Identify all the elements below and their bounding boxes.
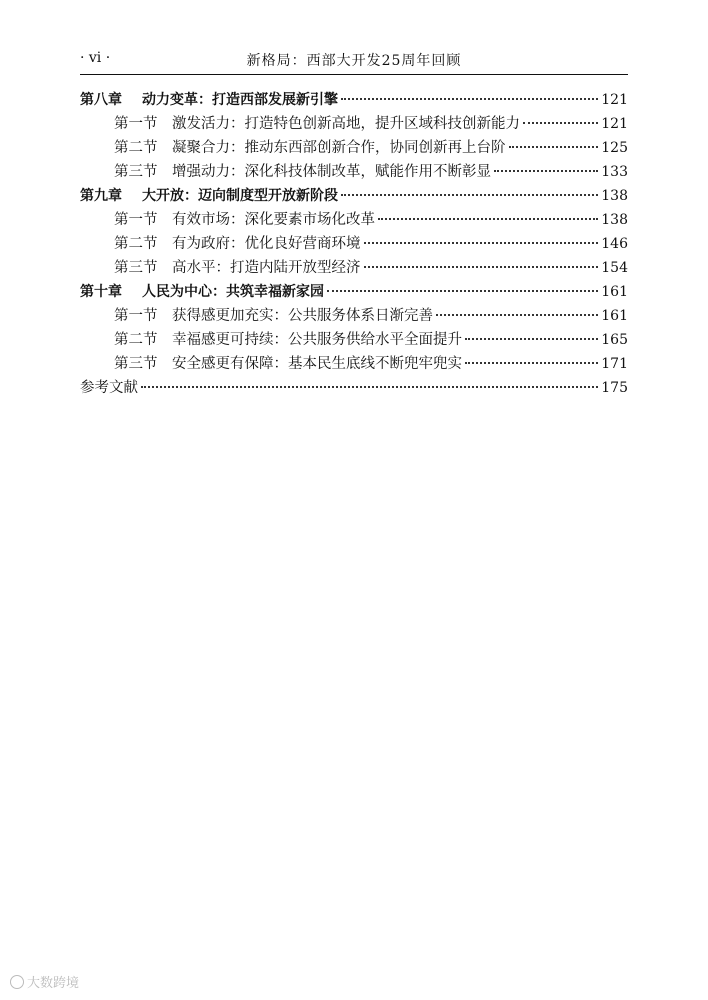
- toc-section-row[interactable]: [80, 112, 628, 136]
- toc-entry-title: 凝聚合力：推动东西部创新合作，协同创新再上台阶: [172, 140, 506, 156]
- toc-entry-title: 获得感更加充实：公共服务体系日渐完善: [172, 308, 433, 324]
- toc-chapter-row[interactable]: [80, 88, 628, 112]
- toc-entry-title: 动力变革：打造西部发展新引擎: [142, 92, 338, 108]
- toc-page-number: 138: [601, 212, 628, 228]
- toc-page-number: 133: [601, 164, 628, 180]
- toc-entry-label: 第一节: [114, 308, 158, 324]
- toc-entry-title: 幸福感更可持续：公共服务供给水平全面提升: [172, 332, 462, 348]
- dot-leader: [141, 386, 598, 388]
- dot-leader: [327, 290, 598, 292]
- toc-page-number: 161: [601, 308, 628, 324]
- toc-entry-title: 有为政府：优化良好营商环境: [172, 236, 361, 252]
- dot-leader: [364, 266, 599, 268]
- toc-page-number: 171: [601, 356, 628, 372]
- toc-entry-label: 第八章: [80, 92, 122, 108]
- dot-leader: [341, 194, 598, 196]
- toc-entry-label: 第三节: [114, 260, 158, 276]
- running-title: 新格局：西部大开发25周年回顾: [246, 53, 462, 69]
- toc-entry-label: 第三节: [114, 164, 158, 180]
- dot-leader: [436, 314, 598, 316]
- toc-page-number: 154: [601, 260, 628, 276]
- toc-page-number: 121: [601, 116, 628, 132]
- watermark: [10, 972, 79, 991]
- watermark-logo-icon: [10, 975, 24, 989]
- header-rule: [80, 74, 628, 75]
- toc-entry-title: 增强动力：深化科技体制改革，赋能作用不断彰显: [172, 164, 491, 180]
- table-of-contents: [80, 88, 628, 400]
- dot-leader: [378, 218, 598, 220]
- toc-entry-label: 第二节: [114, 140, 158, 156]
- toc-page-number: 175: [601, 380, 628, 396]
- toc-entry-label: 第十章: [80, 284, 122, 300]
- toc-entry-label: 第一节: [114, 116, 158, 132]
- toc-section-row[interactable]: [80, 328, 628, 352]
- toc-page-number: 161: [601, 284, 628, 300]
- toc-section-row[interactable]: [80, 352, 628, 376]
- toc-section-row[interactable]: [80, 136, 628, 160]
- page-header: [80, 50, 628, 72]
- toc-page-number: 125: [601, 140, 628, 156]
- toc-page-number: 165: [601, 332, 628, 348]
- toc-section-row[interactable]: [80, 256, 628, 280]
- dot-leader: [465, 362, 598, 364]
- toc-page-number: 138: [601, 188, 628, 204]
- toc-entry-label: 参考文献: [80, 380, 138, 396]
- toc-section-row[interactable]: [80, 160, 628, 184]
- toc-entry-title: 大开放：迈向制度型开放新阶段: [142, 188, 338, 204]
- toc-entry-label: 第三节: [114, 356, 158, 372]
- dot-leader: [465, 338, 598, 340]
- dot-leader: [509, 146, 599, 148]
- toc-entry-label: 第二节: [114, 332, 158, 348]
- toc-section-row[interactable]: [80, 304, 628, 328]
- page-number: · vi ·: [80, 50, 111, 66]
- toc-entry-label: 第九章: [80, 188, 122, 204]
- toc-chapter-row[interactable]: [80, 280, 628, 304]
- toc-entry-title: 安全感更有保障：基本民生底线不断兜牢兜实: [172, 356, 462, 372]
- toc-entry-title: 高水平：打造内陆开放型经济: [172, 260, 361, 276]
- toc-page-number: 146: [601, 236, 628, 252]
- toc-page-number: 121: [601, 92, 628, 108]
- toc-section-row[interactable]: [80, 232, 628, 256]
- watermark-text: 大数跨境: [27, 976, 80, 991]
- dot-leader: [341, 98, 598, 100]
- toc-section-row[interactable]: [80, 208, 628, 232]
- toc-chapter-row[interactable]: [80, 184, 628, 208]
- toc-references-row[interactable]: [80, 376, 628, 400]
- dot-leader: [364, 242, 599, 244]
- toc-entry-title: 激发活力：打造特色创新高地，提升区域科技创新能力: [172, 116, 520, 132]
- toc-entry-title: 人民为中心：共筑幸福新家园: [142, 284, 324, 300]
- toc-entry-title: 有效市场：深化要素市场化改革: [172, 212, 375, 228]
- dot-leader: [523, 122, 598, 124]
- toc-entry-label: 第一节: [114, 212, 158, 228]
- toc-entry-label: 第二节: [114, 236, 158, 252]
- dot-leader: [494, 170, 598, 172]
